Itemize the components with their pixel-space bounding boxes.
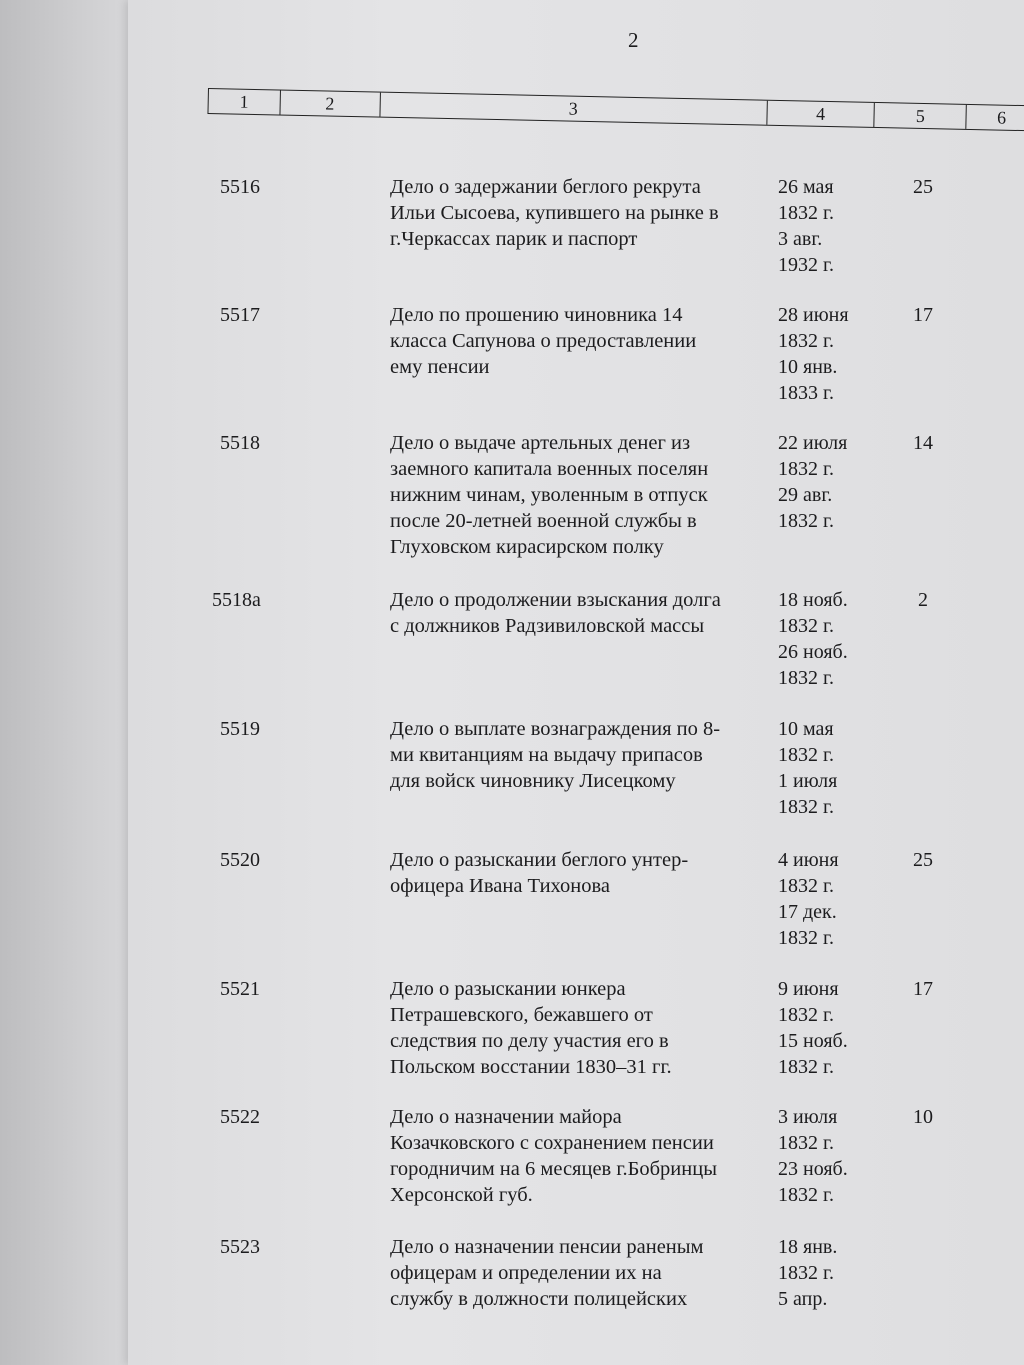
- date-line: 15 нояб.: [778, 1030, 848, 1052]
- description-line: офицера Ивана Тихонова: [390, 875, 610, 897]
- date-line: 1832 г.: [778, 796, 834, 818]
- date-line: 18 нояб.: [778, 589, 848, 611]
- date-line: 4 июня: [778, 849, 839, 871]
- entry-number: 5523: [220, 1236, 260, 1258]
- date-line: 1832 г.: [778, 927, 834, 949]
- entry-dates: [778, 1234, 888, 1312]
- date-line: 1832 г.: [778, 615, 834, 637]
- date-line: 26 мая: [778, 176, 834, 198]
- entry-number: 5518: [220, 432, 260, 454]
- entry-sheet-count: 25: [913, 849, 933, 871]
- entry-description: [390, 174, 770, 252]
- entry-description: [390, 716, 770, 794]
- date-line: 1832 г.: [778, 744, 834, 766]
- date-line: 10 мая: [778, 718, 834, 740]
- column-header-4: 4: [767, 101, 875, 127]
- description-line: Ильи Сысоева, купившего на рынке в: [390, 202, 719, 224]
- date-line: 1833 г.: [778, 382, 834, 404]
- column-header-2: 2: [280, 91, 380, 117]
- description-line: Херсонской губ.: [390, 1184, 533, 1206]
- entry-number: 5521: [220, 978, 260, 1000]
- description-line: нижним чинам, уволенным в отпуск: [390, 484, 708, 506]
- entry-dates: [778, 847, 888, 951]
- date-line: 1832 г.: [778, 510, 834, 532]
- entry-dates: [778, 587, 888, 691]
- entry-number: 5516: [220, 176, 260, 198]
- entry-sheet-count: 2: [918, 589, 928, 611]
- entry-number: 5519: [220, 718, 260, 740]
- entry-dates: [778, 302, 888, 406]
- date-line: 29 авг.: [778, 484, 833, 506]
- description-line: Дело о выплате вознаграждения по 8-: [390, 718, 721, 740]
- entry-description: [390, 976, 770, 1080]
- date-line: 1832 г.: [778, 1184, 834, 1206]
- date-line: 1832 г.: [778, 1056, 834, 1078]
- entry-description: [390, 1104, 770, 1208]
- description-line: Дело о разыскании беглого унтер-: [390, 849, 689, 871]
- entry-dates: [778, 1104, 888, 1208]
- entry-dates: [778, 976, 888, 1080]
- entry-dates: [778, 716, 888, 820]
- description-line: Дело о задержании беглого рекрута: [390, 176, 701, 198]
- date-line: 3 июля: [778, 1106, 838, 1128]
- description-line: ми квитанциям на выдачу припасов: [390, 744, 703, 766]
- description-line: г.Черкассах парик и паспорт: [390, 228, 638, 250]
- entry-number: 5518а: [212, 589, 261, 611]
- date-line: 1832 г.: [778, 875, 834, 897]
- description-line: класса Сапунова о предоставлении: [390, 330, 697, 352]
- entry-number: 5522: [220, 1106, 260, 1128]
- description-line: Дело о назначении майора: [390, 1106, 622, 1128]
- description-line: с должников Радзивиловской массы: [390, 615, 705, 637]
- description-line: Дело о выдаче артельных денег из: [390, 432, 691, 454]
- description-line: заемного капитала военных поселян: [390, 458, 709, 480]
- date-line: 5 апр.: [778, 1288, 828, 1310]
- date-line: 23 нояб.: [778, 1158, 848, 1180]
- description-line: Глуховском кирасирском полку: [390, 536, 664, 558]
- column-header-3: 3: [380, 93, 767, 125]
- date-line: 1832 г.: [778, 1262, 834, 1284]
- entry-description: [390, 847, 770, 899]
- date-line: 22 июля: [778, 432, 848, 454]
- date-line: 17 дек.: [778, 901, 837, 923]
- entry-description: [390, 430, 770, 560]
- entry-number: 5520: [220, 849, 260, 871]
- date-line: 26 нояб.: [778, 641, 848, 663]
- column-header-1: 1: [208, 89, 280, 114]
- description-line: Дело о разыскании юнкера: [390, 978, 626, 1000]
- entry-dates: [778, 430, 888, 534]
- description-line: ему пенсии: [390, 356, 490, 378]
- page-number: 2: [628, 28, 639, 52]
- date-line: 10 янв.: [778, 356, 838, 378]
- entry-sheet-count: 14: [913, 432, 933, 454]
- date-line: 1832 г.: [778, 202, 834, 224]
- description-line: Петрашевского, бежавшего от: [390, 1004, 653, 1026]
- date-line: 3 авг.: [778, 228, 823, 250]
- date-line: 9 июня: [778, 978, 839, 1000]
- date-line: 1932 г.: [778, 254, 834, 276]
- description-line: Польском восстании 1830–31 гг.: [390, 1056, 672, 1078]
- description-line: офицерам и определении их на: [390, 1262, 662, 1284]
- date-line: 1832 г.: [778, 1132, 834, 1154]
- date-line: 1832 г.: [778, 330, 834, 352]
- entry-description: [390, 1234, 770, 1312]
- entry-sheet-count: 17: [913, 304, 933, 326]
- entry-sheet-count: 17: [913, 978, 933, 1000]
- entry-number: 5517: [220, 304, 260, 326]
- date-line: 1 июля: [778, 770, 838, 792]
- description-line: городничим на 6 месяцев г.Бобринцы: [390, 1158, 717, 1180]
- date-line: 18 янв.: [778, 1236, 838, 1258]
- entry-description: [390, 302, 770, 380]
- date-line: 1832 г.: [778, 667, 834, 689]
- date-line: 28 июня: [778, 304, 849, 326]
- description-line: следствия по делу участия его в: [390, 1030, 669, 1052]
- column-header-5: 5: [875, 103, 967, 129]
- description-line: для войск чиновнику Лисецкому: [390, 770, 676, 792]
- description-line: Дело по прошению чиновника 14: [390, 304, 683, 326]
- description-line: Козачковского с сохранением пенсии: [390, 1132, 714, 1154]
- entry-dates: [778, 174, 888, 278]
- entry-description: [390, 587, 770, 639]
- entry-sheet-count: 25: [913, 176, 933, 198]
- description-line: после 20-летней военной службы в: [390, 510, 697, 532]
- date-line: 1832 г.: [778, 1004, 834, 1026]
- column-header-6: 6: [996, 107, 1007, 128]
- description-line: службу в должности полицейских: [390, 1288, 688, 1310]
- description-line: Дело о назначении пенсии раненым: [390, 1236, 704, 1258]
- date-line: 1832 г.: [778, 458, 834, 480]
- description-line: Дело о продолжении взыскания долга: [390, 589, 721, 611]
- entry-sheet-count: 10: [913, 1106, 933, 1128]
- book-spine-shadow: [0, 0, 140, 1365]
